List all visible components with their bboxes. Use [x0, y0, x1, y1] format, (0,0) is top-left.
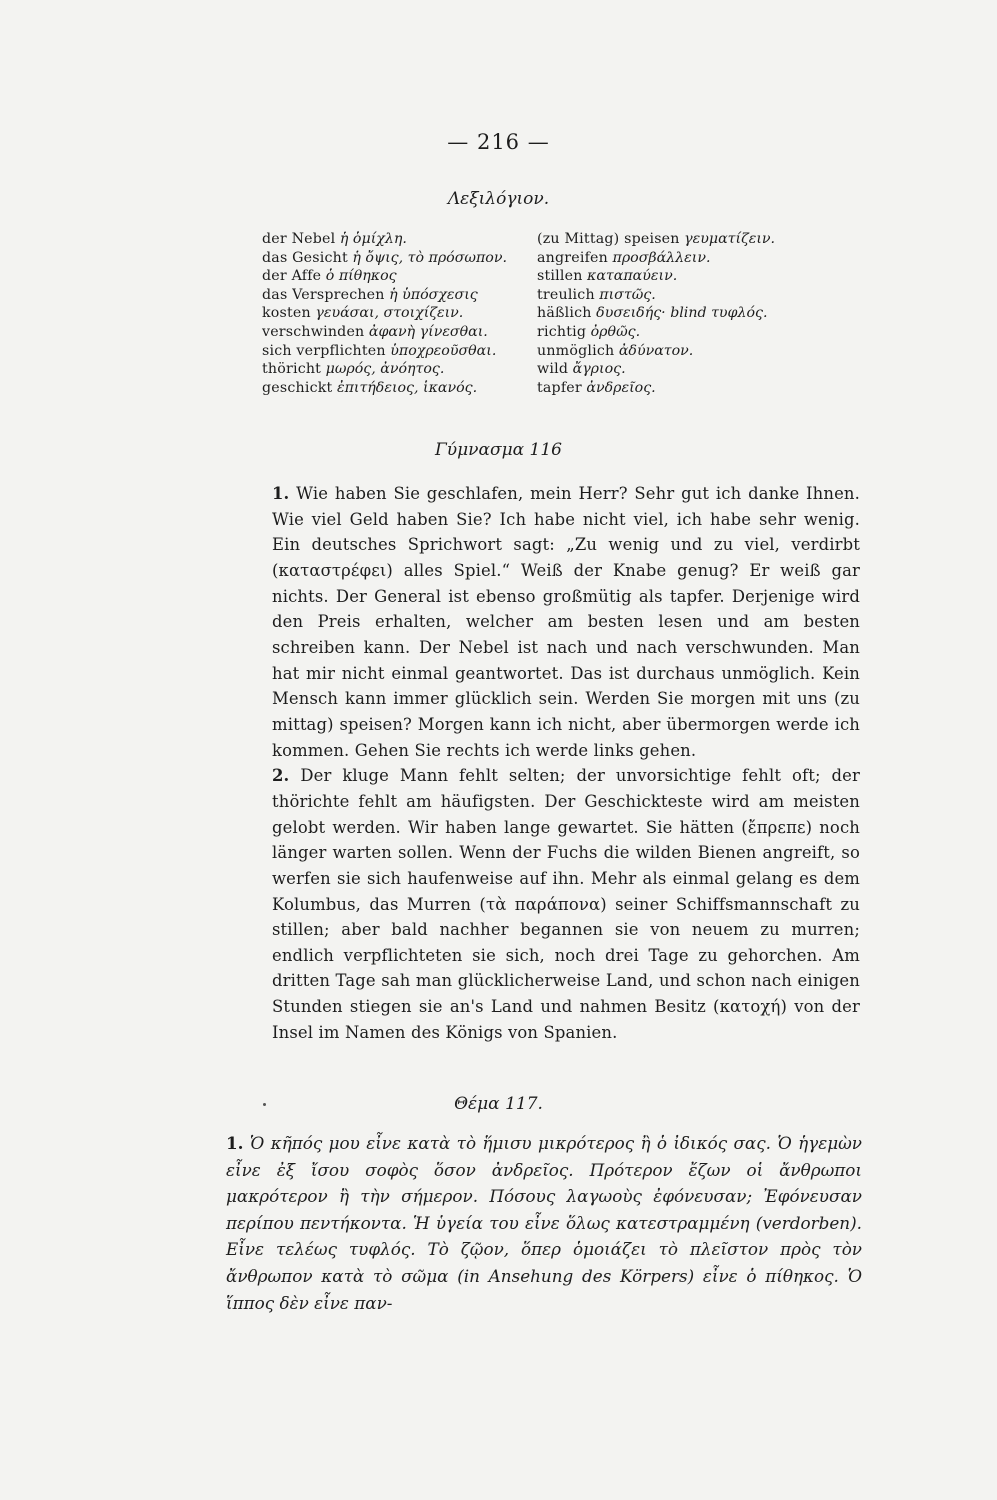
vocab-entry: geschickt ἐπιτήδειος, ἱκανός. — [262, 379, 478, 396]
vocab-entry: wild ἄγριος. — [537, 361, 626, 378]
vocab-entry: verschwinden ἀφανὴ γίνεσθαι. — [262, 323, 488, 340]
theme-117-text: 1. Ὁ κῆπός μου εἶνε κατὰ τὸ ἥμισυ μικρότερος ἢ ὁ ἰδικός σας. Ὁ ἡγεμὼν εἶνε ἐξ ἴσου σοφὸς ὅσον ἀνδρεῖος. Πρότερον ἔζων οἱ ἄνθρωποι μακρότερον ἢ τὴν σήμερον. Πόσους λαγωοὺς ἐφόνευσαν; Ἐφόνευσαν περίπου πεντήκοντα. Ἡ ὑγεία του εἶνε ὅλως κατεστραμμένη (verdorben). Εἶνε τελέως τυφλός. Τὸ ζῷον, ὅπερ ὁμοιάζει τὸ πλεῖστον πρὸς τὸν ἄνθρωπον κατὰ τὸ σῶμα (in Ansehung des Körpers) εἶνε ὁ πίθηκος. Ὁ ἵππος δὲν εἶνε παν- — [226, 1133, 862, 1313]
vocab-entry: treulich πιστῶς. — [537, 286, 656, 303]
vocab-entry: das Gesicht ἡ ὄψις, τὸ πρόσωπον. — [262, 249, 507, 266]
vocabulary-left-column — [262, 230, 507, 397]
theme-117-title: Θέμα 117. — [454, 1094, 543, 1114]
exercise-116-paragraph-2: 2. Der kluge Mann fehlt selten; der unvorsichtige fehlt oft; der thörichte fehlt am häufigsten. Der Geschickteste wird am meisten gelobt werden. Wir haben lange gewartet. Sie hätten (ἔπρεπε) noch länger warten sollen. Wenn der Fuchs die wilden Bienen angreift, so werfen sie sich haufenweise auf ihn. Mehr als einmal gelang es dem Kolumbus, das Murren (τὰ παράπονα) seiner Schiffsmannschaft zu stillen; aber bald nachher begannen sie von neuem zu murren; endlich verpflichteten sie sich, noch drei Tage zu gehorchen. Am dritten Tage sah man glücklicherweise Land, und schon nach einigen Stunden stiegen sie an's Land und nahmen Besitz (κατοχή) von der Insel im Namen des Königs von Spanien. — [272, 766, 860, 1042]
vocab-entry: der Affe ὁ πίθηκος — [262, 268, 397, 285]
vocab-entry: kosten γευάσαι, στοιχίζειν. — [262, 305, 464, 322]
page-number: — 216 — — [447, 130, 550, 154]
vocab-entry: tapfer ἀνδρεῖος. — [537, 379, 656, 396]
exercise-116-text — [272, 481, 860, 1045]
vocab-entry: thöricht μωρός, ἀνόητος. — [262, 361, 445, 378]
vocab-entry: angreifen προσβάλλειν. — [537, 249, 711, 266]
vocab-entry: häßlich δυσειδής· blind τυφλός. — [537, 305, 768, 322]
vocab-entry: das Versprechen ἡ ὑπόσχεσις — [262, 286, 478, 303]
vocab-entry: sich verpflichten ὑποχρεοῦσθαι. — [262, 342, 497, 359]
vocab-entry: richtig ὀρθῶς. — [537, 323, 641, 340]
vocab-entry: (zu Mittag) speisen γευματίζειν. — [537, 231, 776, 247]
vocab-entry: unmöglich ἀδύνατον. — [537, 342, 694, 359]
exercise-116-paragraph-1: 1. Wie haben Sie geschlafen, mein Herr? Sehr gut ich danke Ihnen. Wie viel Geld haben Sie? Ich habe nicht viel, ich habe sehr wenig. Ein deutsches Sprichwort sagt: „Zu wenig und zu viel, verdirbt (καταστρέφει) alles Spiel.“ Weiß der Knabe genug? Er weiß gar nichts. Der General ist ebenso großmütig als tapfer. Derjenige wird den Preis erhalten, welcher am besten lesen und am besten schreiben kann. Der Nebel ist nach und nach verschwunden. Man hat mir nicht einmal geantwortet. Das ist durchaus unmöglich. Kein Mensch kann immer glücklich sein. Werden Sie morgen mit uns (zu mittag) speisen? Morgen kann ich nicht, aber übermorgen werde ich kommen. Gehen Sie rechts ich werde links gehen. — [272, 484, 860, 760]
vocabulary-title: Λεξιλόγιον. — [447, 189, 550, 209]
vocab-entry: stillen καταπαύειν. — [537, 268, 678, 285]
vocab-entry: der Nebel ἡ ὁμίχλη. — [262, 231, 407, 247]
exercise-116-title: Γύμνασμα 116 — [435, 440, 562, 460]
vocabulary-right-column — [537, 230, 775, 397]
